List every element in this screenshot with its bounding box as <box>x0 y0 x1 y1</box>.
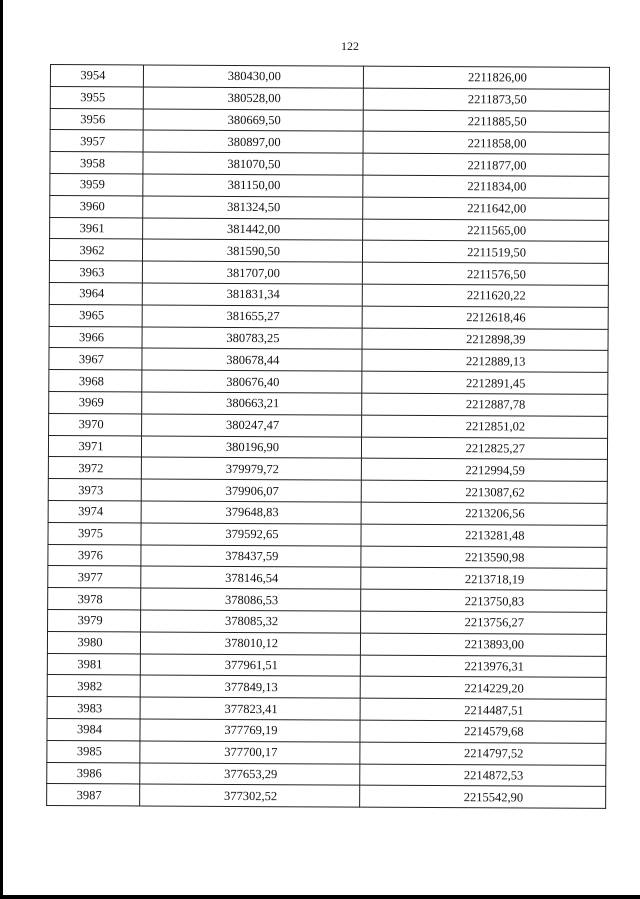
x-coordinate-cell: 377302,52 <box>140 784 360 807</box>
point-number-cell: 3964 <box>49 282 142 304</box>
y-coordinate-cell: 2212994,59 <box>361 458 607 481</box>
table-row <box>47 653 606 678</box>
table-row <box>47 740 606 765</box>
x-coordinate-cell: 380678,44 <box>142 348 362 371</box>
point-number-cell: 3961 <box>50 217 143 239</box>
y-coordinate-cell: 2213590,98 <box>361 546 607 569</box>
x-coordinate-cell: 378010,12 <box>140 632 360 655</box>
point-number-cell: 3973 <box>48 479 141 501</box>
x-coordinate-cell: 377849,13 <box>140 675 360 698</box>
table-row <box>48 457 607 482</box>
x-coordinate-cell: 381707,00 <box>142 261 362 284</box>
table-row <box>48 609 607 634</box>
table-row <box>49 413 608 438</box>
y-coordinate-cell: 2212618,46 <box>362 306 608 329</box>
x-coordinate-cell: 381324,50 <box>143 196 363 219</box>
table-row <box>48 435 607 460</box>
y-coordinate-cell: 2213718,19 <box>361 567 607 590</box>
y-coordinate-cell: 2211858,00 <box>363 132 609 155</box>
point-number-cell: 3985 <box>47 740 140 762</box>
y-coordinate-cell: 2213206,56 <box>361 502 607 525</box>
y-coordinate-cell: 2212898,39 <box>362 328 608 351</box>
point-number-cell: 3981 <box>47 653 140 675</box>
x-coordinate-cell: 380430,00 <box>143 65 363 88</box>
x-coordinate-cell: 379592,65 <box>141 523 361 546</box>
y-coordinate-cell: 2211519,50 <box>362 241 608 264</box>
point-number-cell: 3969 <box>49 391 142 413</box>
point-number-cell: 3968 <box>49 370 142 392</box>
x-coordinate-cell: 381831,34 <box>142 283 362 306</box>
y-coordinate-cell: 2212825,27 <box>361 437 607 460</box>
point-number-cell: 3983 <box>47 697 140 719</box>
point-number-cell: 3978 <box>48 588 141 610</box>
x-coordinate-cell: 380528,00 <box>143 87 363 110</box>
x-coordinate-cell: 380196,90 <box>141 436 361 459</box>
y-coordinate-cell: 2211576,50 <box>362 262 608 285</box>
point-number-cell: 3986 <box>47 762 140 784</box>
y-coordinate-cell: 2212889,13 <box>362 349 608 372</box>
scan-border-bottom <box>0 895 640 899</box>
x-coordinate-cell: 380663,21 <box>142 392 362 415</box>
x-coordinate-cell: 378146,54 <box>141 566 361 589</box>
y-coordinate-cell: 2211565,00 <box>363 219 609 242</box>
y-coordinate-cell: 2214579,68 <box>360 720 606 743</box>
point-number-cell: 3984 <box>47 718 140 740</box>
table-row <box>48 522 607 547</box>
point-number-cell: 3972 <box>48 457 141 479</box>
table-row <box>48 544 607 569</box>
point-number-cell: 3974 <box>48 500 141 522</box>
table-row <box>47 675 606 700</box>
y-coordinate-cell: 2213976,31 <box>360 655 606 678</box>
table-row <box>48 500 607 525</box>
table-row <box>49 348 608 373</box>
x-coordinate-cell: 381070,50 <box>143 152 363 175</box>
y-coordinate-cell: 2211642,00 <box>363 197 609 220</box>
y-coordinate-cell: 2214229,20 <box>360 676 606 699</box>
point-number-cell: 3982 <box>47 675 140 697</box>
table-row <box>47 697 606 722</box>
point-number-cell: 3966 <box>49 326 142 348</box>
table-row <box>48 479 607 504</box>
table-row <box>50 195 609 220</box>
point-number-cell: 3955 <box>50 86 143 108</box>
table-row <box>50 130 609 155</box>
point-number-cell: 3975 <box>48 522 141 544</box>
x-coordinate-cell: 380897,00 <box>143 130 363 153</box>
point-number-cell: 3976 <box>48 544 141 566</box>
x-coordinate-cell: 378085,32 <box>141 610 361 633</box>
point-number-cell: 3987 <box>47 784 140 806</box>
point-number-cell: 3960 <box>50 195 143 217</box>
scan-border-left <box>0 0 3 899</box>
point-number-cell: 3958 <box>50 152 143 174</box>
table-row <box>47 718 606 743</box>
point-number-cell: 3963 <box>49 261 142 283</box>
table-row <box>47 762 606 787</box>
x-coordinate-cell: 381590,50 <box>142 239 362 262</box>
y-coordinate-cell: 2214797,52 <box>360 742 606 765</box>
point-number-cell: 3954 <box>50 65 143 87</box>
x-coordinate-cell: 380676,40 <box>142 370 362 393</box>
y-coordinate-cell: 2212851,02 <box>362 415 608 438</box>
table-row <box>49 304 608 329</box>
y-coordinate-cell: 2213087,62 <box>361 480 607 503</box>
point-number-cell: 3962 <box>49 239 142 261</box>
point-number-cell: 3970 <box>49 413 142 435</box>
y-coordinate-cell: 2214487,51 <box>360 698 606 721</box>
table-row <box>49 239 608 264</box>
x-coordinate-cell: 379648,83 <box>141 501 361 524</box>
point-number-cell: 3965 <box>49 304 142 326</box>
y-coordinate-cell: 2212887,78 <box>362 393 608 416</box>
x-coordinate-cell: 377653,29 <box>140 762 360 785</box>
table-row <box>50 173 609 198</box>
y-coordinate-cell: 2212891,45 <box>362 371 608 394</box>
y-coordinate-cell: 2213281,48 <box>361 524 607 547</box>
point-number-cell: 3957 <box>50 130 143 152</box>
x-coordinate-cell: 377700,17 <box>140 741 360 764</box>
x-coordinate-cell: 377961,51 <box>140 653 360 676</box>
x-coordinate-cell: 381442,00 <box>143 218 363 241</box>
point-number-cell: 3956 <box>50 108 143 130</box>
table-row <box>48 588 607 613</box>
coordinates-table-wrapper <box>46 64 612 809</box>
x-coordinate-cell: 380247,47 <box>142 414 362 437</box>
x-coordinate-cell: 380669,50 <box>143 109 363 132</box>
x-coordinate-cell: 381655,27 <box>142 305 362 328</box>
table-row <box>47 784 606 809</box>
point-number-cell: 3977 <box>48 566 141 588</box>
y-coordinate-cell: 2211877,00 <box>363 153 609 176</box>
x-coordinate-cell: 377769,19 <box>140 719 360 742</box>
page-number: 122 <box>341 39 359 53</box>
x-coordinate-cell: 379906,07 <box>141 479 361 502</box>
x-coordinate-cell: 377823,41 <box>140 697 360 720</box>
point-number-cell: 3979 <box>48 609 141 631</box>
table-row <box>50 86 609 111</box>
y-coordinate-cell: 2213750,83 <box>361 589 607 612</box>
y-coordinate-cell: 2213756,27 <box>361 611 607 634</box>
table-row <box>49 370 608 395</box>
y-coordinate-cell: 2211826,00 <box>363 66 609 89</box>
table-row <box>50 108 609 133</box>
y-coordinate-cell: 2215542,90 <box>360 785 606 808</box>
point-number-cell: 3971 <box>48 435 141 457</box>
table-row <box>47 631 606 656</box>
x-coordinate-cell: 378437,59 <box>141 545 361 568</box>
table-row <box>49 261 608 286</box>
table-row <box>48 566 607 591</box>
table-row <box>50 152 609 177</box>
table-body <box>47 65 610 809</box>
table-row <box>49 282 608 307</box>
table-row <box>50 65 609 90</box>
y-coordinate-cell: 2213893,00 <box>360 633 606 656</box>
x-coordinate-cell: 379979,72 <box>141 457 361 480</box>
y-coordinate-cell: 2211620,22 <box>362 284 608 307</box>
point-number-cell: 3980 <box>47 631 140 653</box>
x-coordinate-cell: 378086,53 <box>141 588 361 611</box>
point-number-cell: 3959 <box>50 173 143 195</box>
y-coordinate-cell: 2211834,00 <box>363 175 609 198</box>
table-row <box>49 326 608 351</box>
y-coordinate-cell: 2214872,53 <box>360 764 606 787</box>
point-number-cell: 3967 <box>49 348 142 370</box>
coordinates-table <box>46 64 610 809</box>
table-row <box>49 391 608 416</box>
y-coordinate-cell: 2211885,50 <box>363 110 609 133</box>
table-row <box>50 217 609 242</box>
x-coordinate-cell: 380783,25 <box>142 327 362 350</box>
x-coordinate-cell: 381150,00 <box>143 174 363 197</box>
y-coordinate-cell: 2211873,50 <box>363 88 609 111</box>
